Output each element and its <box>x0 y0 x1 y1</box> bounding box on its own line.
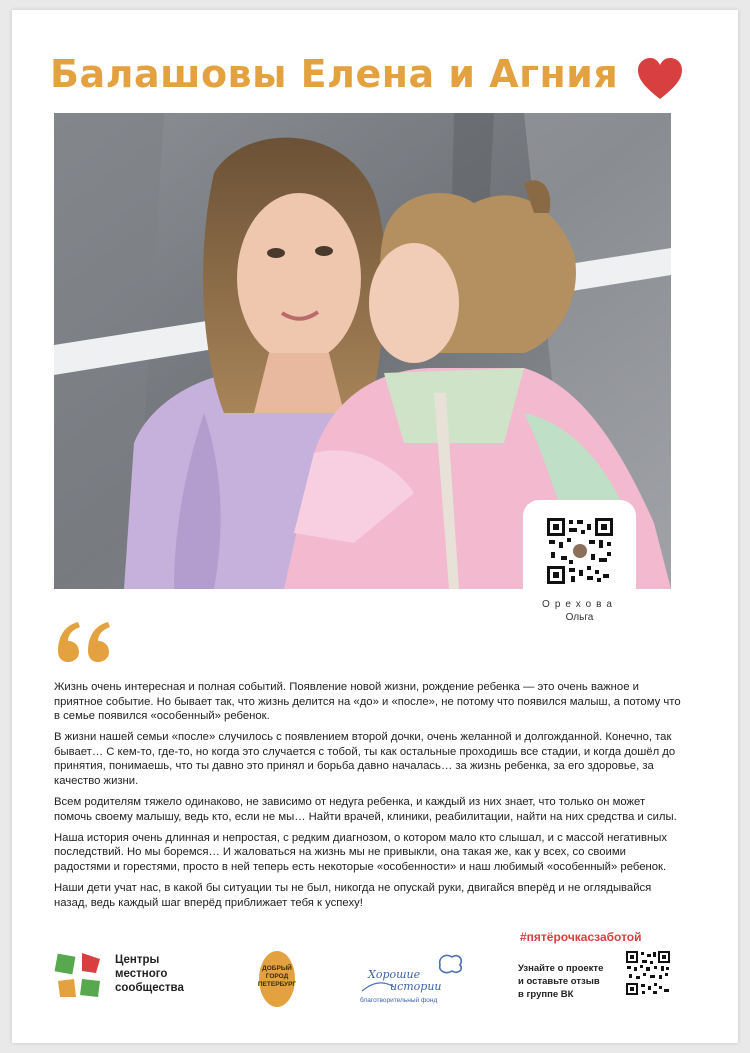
qr-author-surname: Орехова <box>542 599 617 610</box>
heart-icon <box>636 57 684 101</box>
good-city-line1: ДОБРЫЙ <box>262 965 292 972</box>
community-centers-logo <box>54 951 104 1001</box>
story-text <box>54 680 682 917</box>
good-stories-line2: истории <box>390 980 442 993</box>
story-paragraph: Наши дети учат нас, в какой бы ситуации ты не был, никогда не опускай руки, двигайся вперёд и не оглядывайся назад, ведь каждый шаг вперёд приближает тебя к успеху! <box>54 882 652 909</box>
page-title: Балашовы Елена и Агния <box>50 52 619 96</box>
qr-author <box>523 598 636 624</box>
good-stories-line3: благотворительный фонд <box>360 997 438 1004</box>
vk-cta-text: Узнайте о проекте и оставьте отзыв в группе ВК <box>518 963 604 1000</box>
story-paragraph: Наша история очень длинная и непростая, с редким диагнозом, о котором мало кто слышал, и с массой негативных последствий. Но мы боремся… И жаловаться на жизнь мы не привыкли, она такая же, как у всех, со своими радостями и горестями, просто в ней теперь есть некоторые «особенности» и наш любимый «особенный» ребенок. <box>54 831 667 874</box>
good-stories-line1: Хорошие <box>368 968 421 981</box>
good-city-line2: ГОРОД <box>265 973 289 980</box>
good-city-line3: ПЕТЕРБУРГ <box>257 981 297 988</box>
story-paragraph: Жизнь очень интересная и полная событий. Появление новой жизни, рождение ребенка — это очень важное и приятное событие. Но бывает так, что жизнь делится на «до» и «после», не потому что появился малыш, а потому что в семье появился «особенный» ребенок. <box>54 681 681 723</box>
story-paragraph: Всем родителям тяжело одинаково, не зависимо от недуга ребенка, и каждый из них знает, что только он может помочь своему малышу, ведь кто, если не мы… Найти врачей, клиники, реабилитации, найти на них средства и силы. <box>54 796 677 823</box>
community-centers-name: Центры местного сообщества <box>115 954 184 994</box>
quote-icon <box>54 621 114 663</box>
good-city-logo <box>257 950 297 1008</box>
hashtag[interactable]: #пятёрочкасзаботой <box>520 930 642 944</box>
qr-author-name: Ольга <box>565 612 594 623</box>
vk-qr-code[interactable] <box>626 951 670 995</box>
good-stories-logo <box>354 951 464 1009</box>
story-paragraph: В жизни нашей семьи «после» случилось с появлением второй дочки, очень желанной и долгожданной. Конечно, так бывает… С кем-то, где-то, но когда это случается с тобой, ты как остальные проходишь все стадии, и когда дошёл до принятия, понимаешь, что ты давно это принял и борьба давно началась… за жизнь ребенка, за его здоровье, за качество жизни. <box>54 731 676 788</box>
qr-code[interactable] <box>547 518 613 584</box>
